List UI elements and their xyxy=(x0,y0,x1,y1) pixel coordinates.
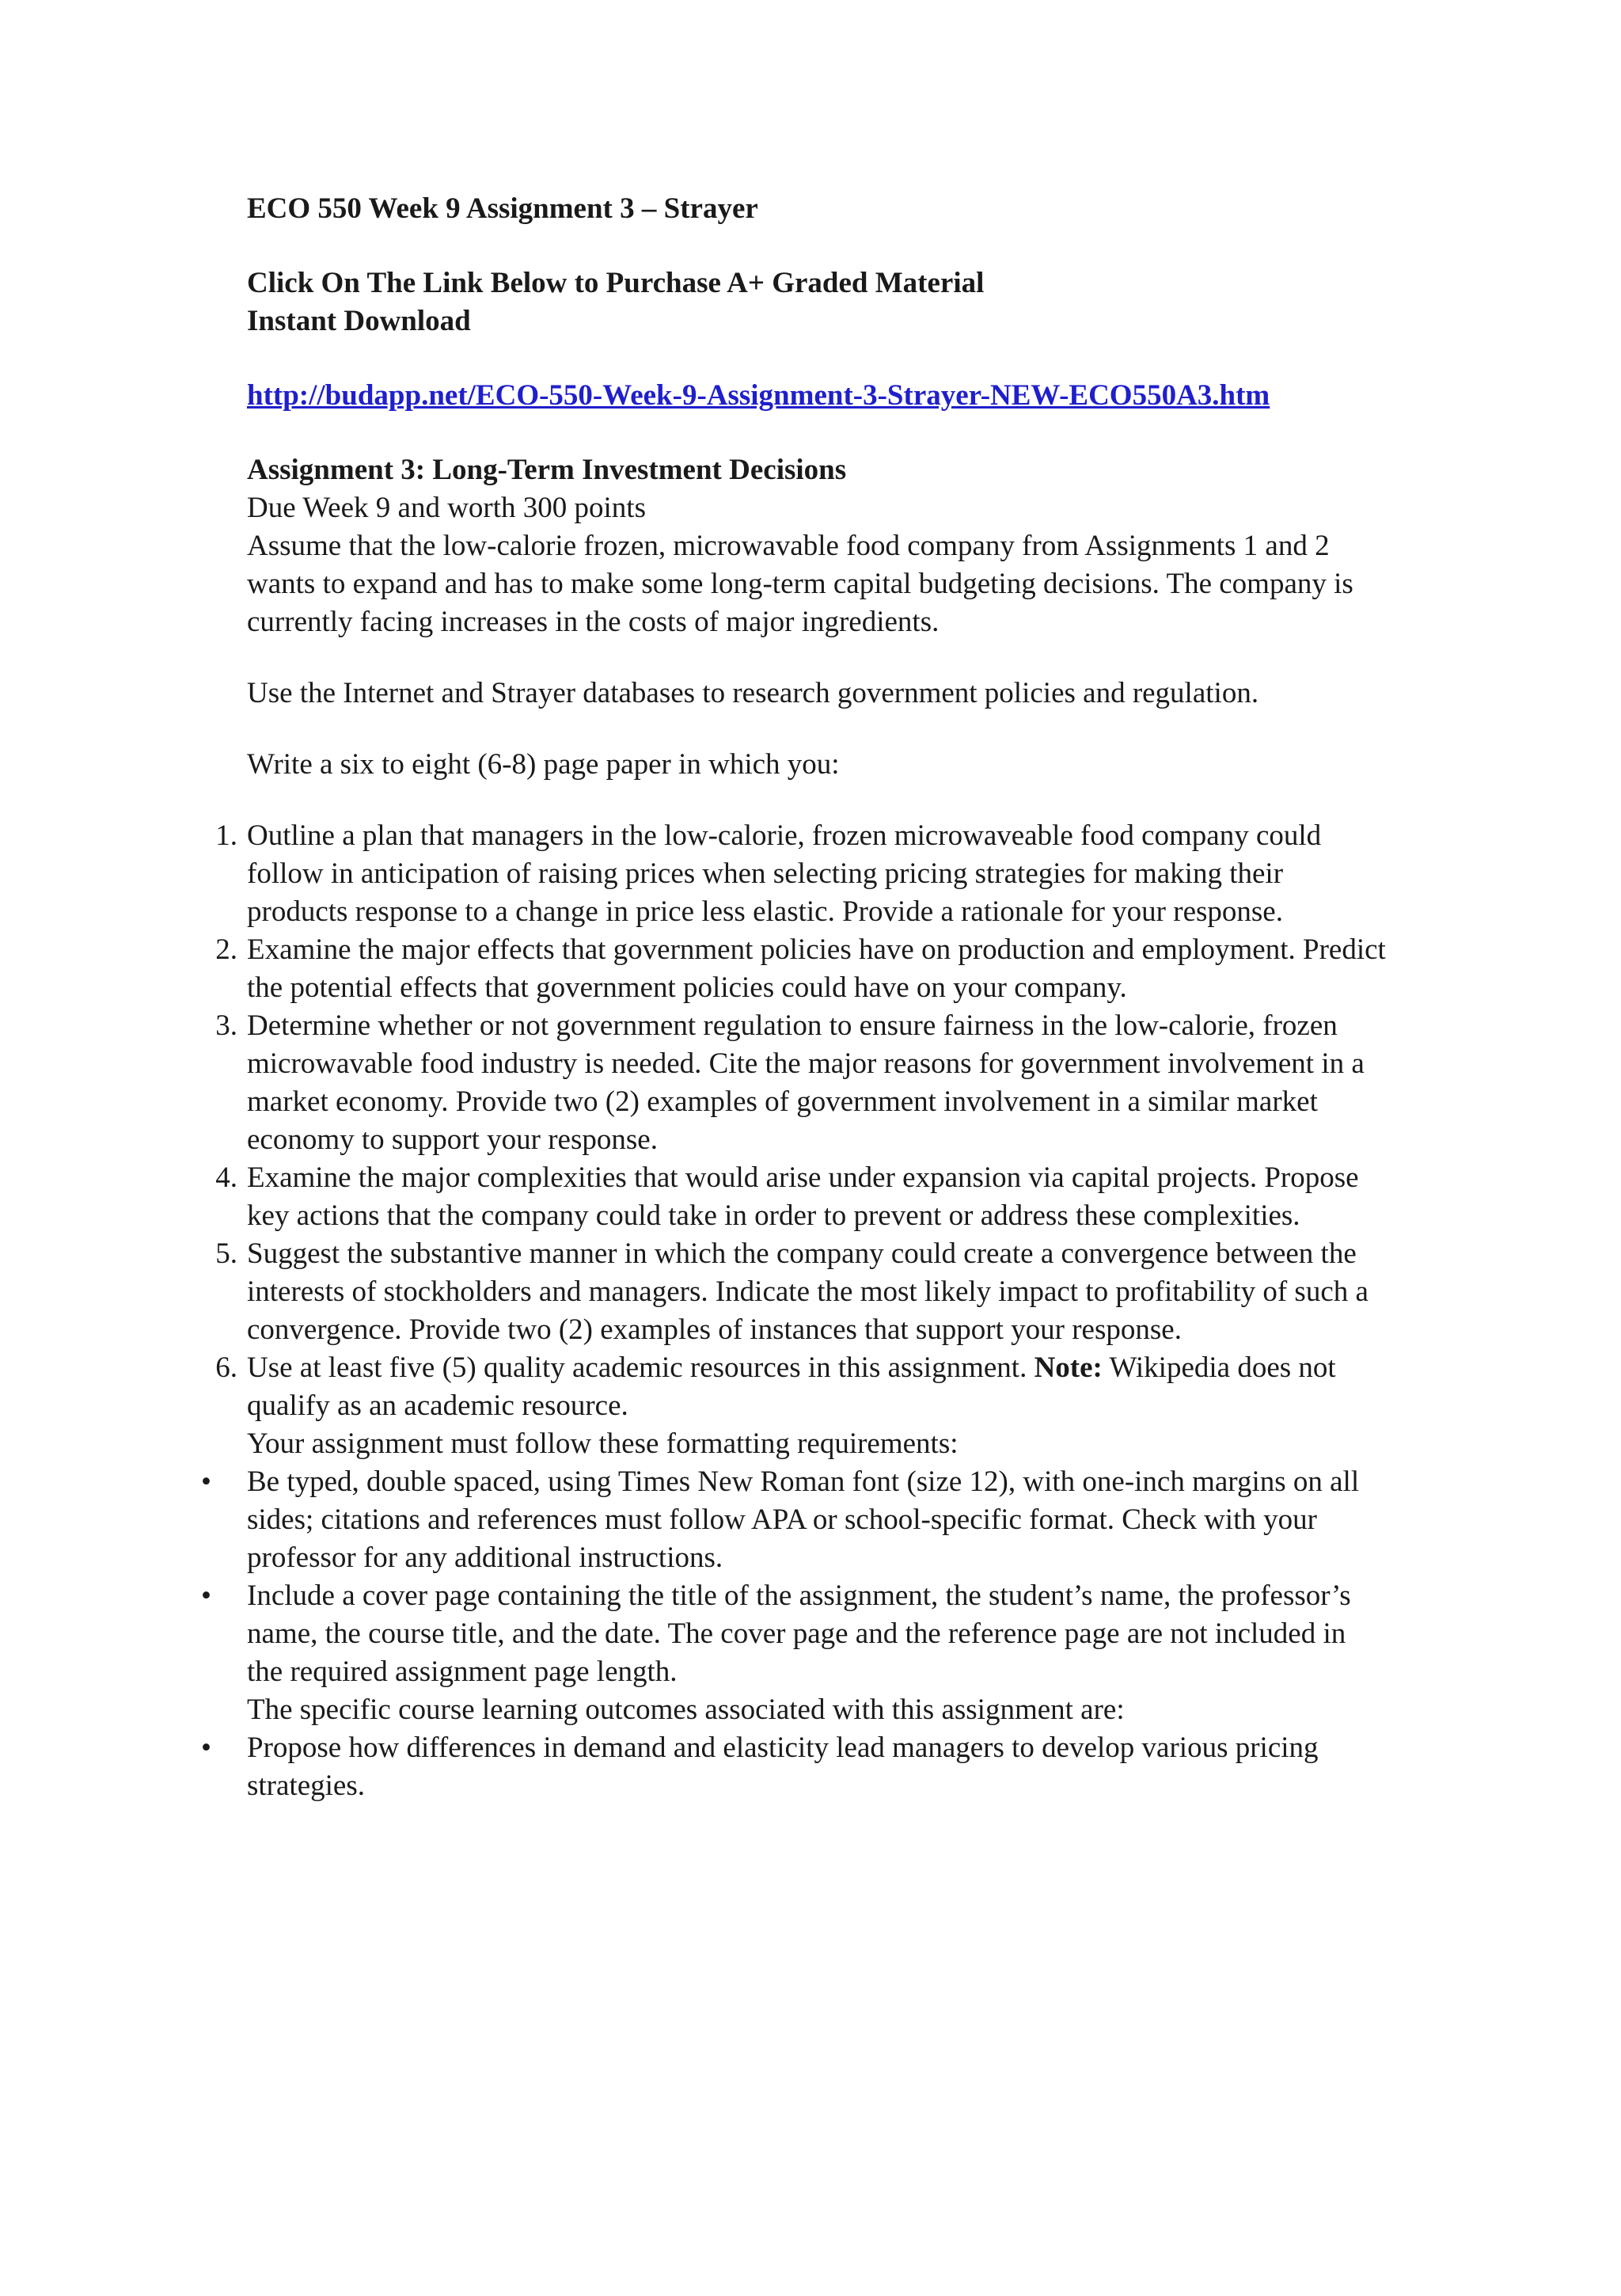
purchase-line-2: Instant Download xyxy=(247,305,471,337)
task-item xyxy=(215,1235,1387,1349)
task-number: 3. xyxy=(215,1009,237,1042)
assignment-heading: Assignment 3: Long-Term Investment Decisions xyxy=(247,454,847,486)
task-text-before-note: Use at least five (5) quality academic resources in this assignment. xyxy=(247,1351,1034,1384)
outcomes-intro: The specific course learning outcomes associated with this assignment are: xyxy=(247,1693,1125,1726)
formatting-requirements-list xyxy=(201,1463,1387,1729)
learning-outcomes-list xyxy=(201,1729,1387,1805)
task-number: 1. xyxy=(215,819,237,852)
formatting-bullet-item xyxy=(201,1577,1387,1729)
outcome-bullet-item xyxy=(201,1729,1387,1805)
purchase-line-1: Click On The Link Below to Purchase A+ Graded Material xyxy=(247,267,985,299)
document-title: ECO 550 Week 9 Assignment 3 – Strayer xyxy=(247,192,758,225)
task-text-after-note: Wikipedia does not qualify as an academic resource. xyxy=(247,1351,1336,1422)
task-number: 6. xyxy=(215,1351,237,1384)
purchase-link[interactable]: http://budapp.net/ECO-550-Week-9-Assignment-3-Strayer-NEW-ECO550A3.htm xyxy=(247,379,1270,412)
task-text: Outline a plan that managers in the low-calorie, frozen microwaveable food company could follow in anticipation of raising prices when selecting pricing strategies for making their products response to a change in price less elastic. Provide a rationale for your response. xyxy=(247,819,1322,928)
purchase-notice xyxy=(247,264,1387,340)
task-item xyxy=(215,817,1387,931)
bullet-marker: • xyxy=(201,1465,211,1498)
task-number: 4. xyxy=(215,1161,237,1194)
due-line: Due Week 9 and worth 300 points xyxy=(247,492,646,524)
task-text: Examine the major effects that government policies have on production and employment. Predict the potential effects that government policies could have on your company. xyxy=(247,933,1386,1004)
task-number: 5. xyxy=(215,1237,237,1270)
task-item xyxy=(215,1159,1387,1235)
formatting-intro: Your assignment must follow these formatting requirements: xyxy=(247,1427,959,1460)
task-text: Suggest the substantive manner in which the company could create a convergence between the interests of stockholders and managers. Indicate the most likely impact to profitability of such a convergence. Provide two (2) examples of instances that support your response. xyxy=(247,1237,1369,1346)
task-text: Determine whether or not government regulation to ensure fairness in the low-calorie, frozen microwavable food industry is needed. Cite the major reasons for government involvement in a market economy. Provide two (2) examples of government involvement in a similar market economy to support your response. xyxy=(247,1009,1365,1156)
task-item xyxy=(215,931,1387,1007)
outcome-bullet-text: Propose how differences in demand and elasticity lead managers to develop various pricing strategies. xyxy=(247,1732,1319,1802)
formatting-bullet-item xyxy=(201,1463,1387,1577)
task-list xyxy=(215,817,1387,1463)
task-item xyxy=(215,1007,1387,1159)
task-item xyxy=(215,1349,1387,1463)
formatting-bullet-text: Be typed, double spaced, using Times New Roman font (size 12), with one-inch margins on all sides; citations and references must follow APA or school-specific format. Check with your professor for any additional instructions. xyxy=(247,1465,1360,1574)
document-body xyxy=(201,190,1387,1805)
write-line: Write a six to eight (6-8) page paper in which you: xyxy=(247,748,840,781)
research-line: Use the Internet and Strayer databases to research government policies and regulation. xyxy=(247,677,1259,709)
task-text: Examine the major complexities that would arise under expansion via capital projects. Propose key actions that the company could take in order to prevent or address these complexities. xyxy=(247,1161,1359,1232)
formatting-bullet-text: Include a cover page containing the title of the assignment, the student’s name, the professor’s name, the course title, and the date. The cover page and the reference page are not included in the required assignment page length. xyxy=(247,1579,1351,1688)
bullet-marker: • xyxy=(201,1732,211,1764)
task-number: 2. xyxy=(215,933,237,966)
intro-paragraph: Assume that the low-calorie frozen, microwavable food company from Assignments 1 and 2 wants to expand and has to make some long-term capital budgeting decisions. The company is currently facing increases in the costs of major ingredients. xyxy=(247,530,1353,638)
bullet-marker: • xyxy=(201,1579,211,1612)
note-label: Note: xyxy=(1034,1351,1103,1384)
